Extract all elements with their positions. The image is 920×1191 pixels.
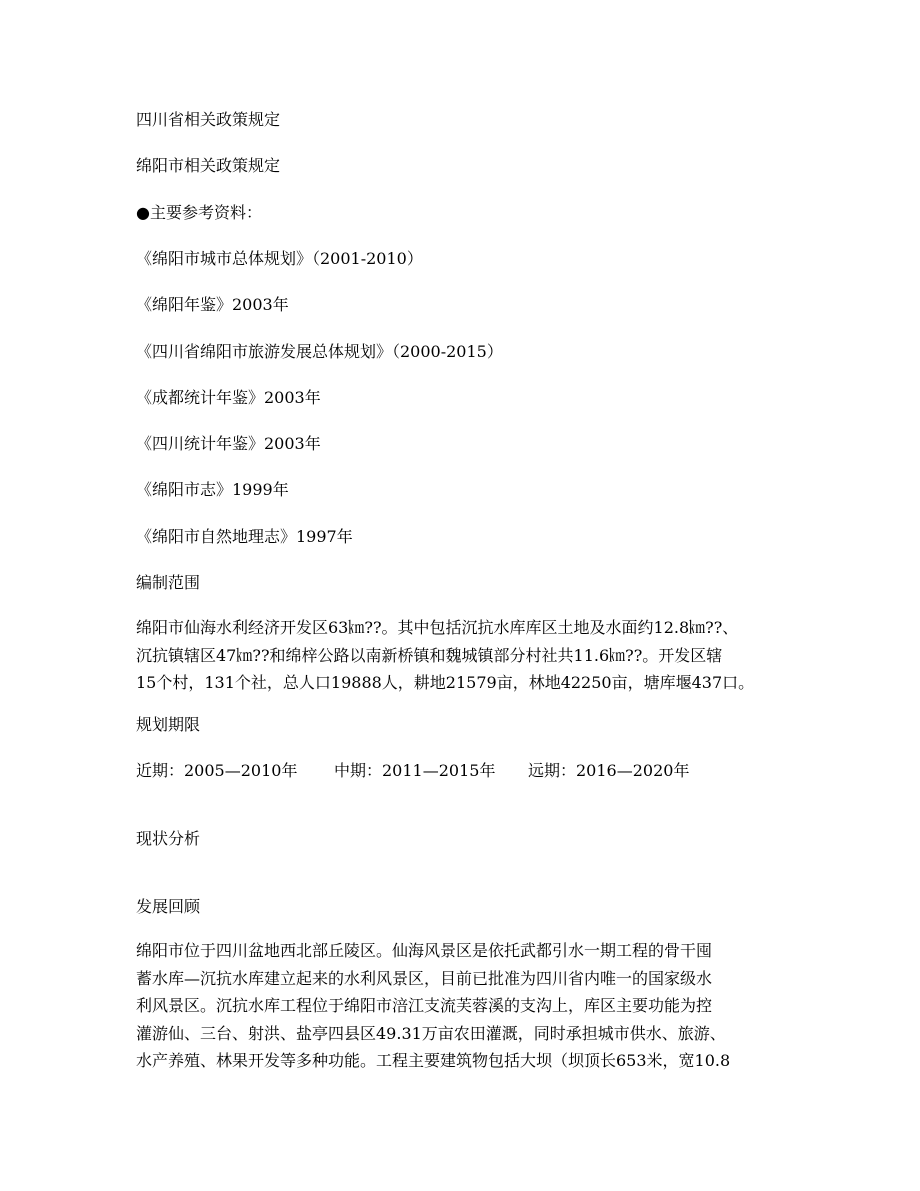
- reference-item: 《绵阳年鉴》2003年: [136, 295, 289, 314]
- period-near: 近期：2005—2010年: [136, 761, 298, 780]
- scope-line: 沉抗镇辖区47㎞??和绵梓公路以南新桥镇和魏城镇部分村社共11.6㎞??。开发区辖: [136, 645, 723, 665]
- reference-item: 《成都统计年鉴》2003年: [136, 388, 321, 407]
- period-mid: 中期：2011—2015年: [334, 761, 496, 780]
- review-line: 灌游仙、三台、射洪、盐亭四县区49.31万亩农田灌溉，同时承担城市供水、旅游、: [136, 1023, 726, 1043]
- period-far: 远期：2016—2020年: [528, 761, 690, 780]
- review-line: 利风景区。沉抗水库工程位于绵阳市涪江支流芙蓉溪的支沟上，库区主要功能为控: [136, 996, 713, 1015]
- reference-item: 《绵阳市志》1999年: [136, 480, 289, 499]
- planning-periods: [136, 761, 689, 781]
- reference-item: 《绵阳市自然地理志》1997年: [136, 527, 353, 546]
- heading-mianyang-policy: 绵阳市相关政策规定: [136, 156, 281, 175]
- status-title: 现状分析: [136, 829, 201, 848]
- review-line: 绵阳市位于四川盆地西北部丘陵区。仙海风景区是依托武都引水一期工程的骨干囤: [136, 941, 713, 960]
- review-paragraph: [136, 937, 786, 1075]
- heading-sichuan-policy: 四川省相关政策规定: [136, 110, 281, 129]
- scope-line: 15个村，131个社，总人口19888人，耕地21579亩，林地42250亩，塘库堰437口。: [136, 673, 755, 692]
- scope-line: 绵阳市仙海水利经济开发区63㎞??。其中包括沉抗水库库区土地及水面约12.8㎞??、: [136, 618, 739, 637]
- reference-item: 《绵阳市城市总体规划》（2001-2010）: [136, 249, 423, 268]
- references-title: ●主要参考资料：: [136, 203, 262, 222]
- reference-item: 《四川统计年鉴》2003年: [136, 434, 321, 453]
- reference-item: 《四川省绵阳市旅游发展总体规划》（2000-2015）: [136, 342, 503, 361]
- review-line: 水产养殖、林果开发等多种功能。工程主要建筑物包括大坝（坝顶长653米，宽10.8: [136, 1051, 731, 1070]
- scope-paragraph: [136, 614, 786, 697]
- review-title: 发展回顾: [136, 897, 201, 916]
- review-line: 蓄水库—沉抗水库建立起来的水利风景区，目前已批准为四川省内唯一的国家级水: [136, 968, 713, 988]
- period-title: 规划期限: [136, 715, 201, 734]
- scope-title: 编制范围: [136, 573, 201, 592]
